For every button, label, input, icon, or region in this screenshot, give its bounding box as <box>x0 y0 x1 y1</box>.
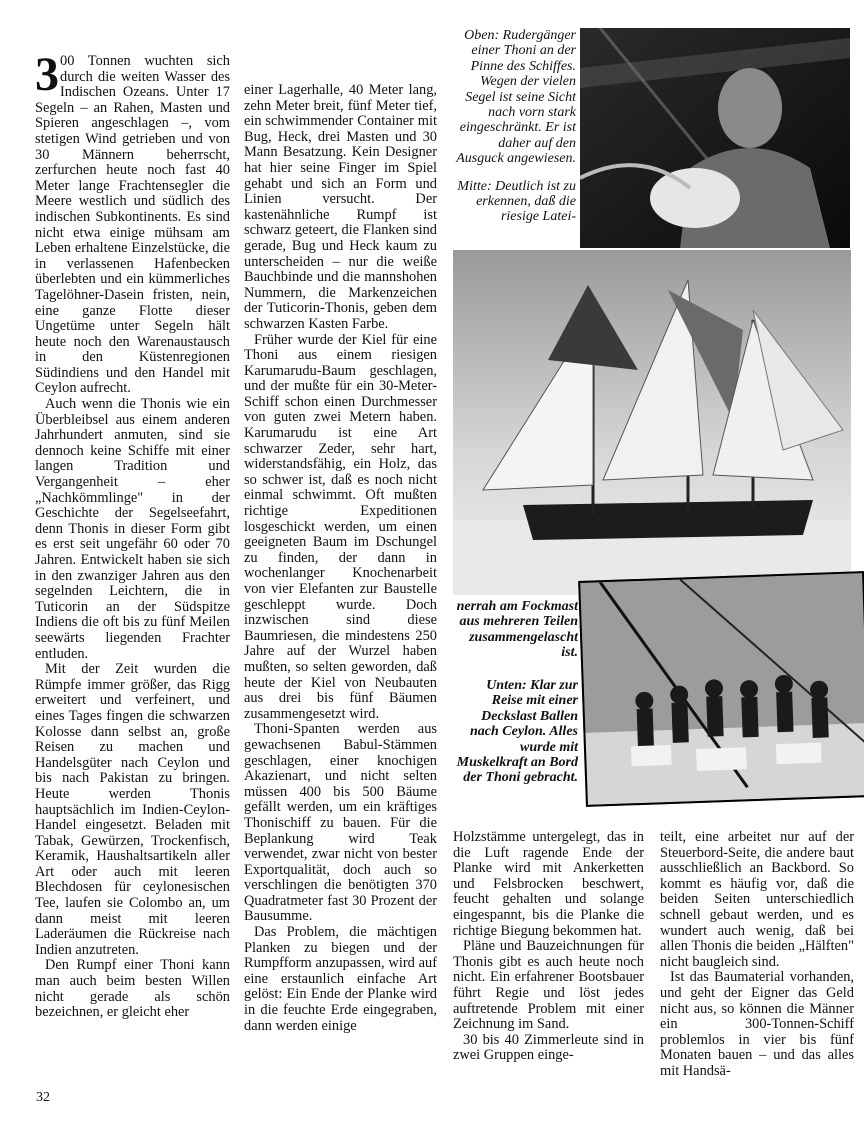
paragraph: Ist das Baumaterial vorhanden, und geht der Eigner das Geld nicht aus, so können die Männer ein 300-Tonnen-Schiff problemlos in vier bis fünf Monaten bauen – und das alles mit Handsä- <box>660 969 854 1079</box>
paragraph: Das Problem, die mächtigen Planken zu biegen und der Rumpfform anzupassen, wird auf eine erstaunlich einfache Art gelöst: Ein Ende der Planke wird in die feuchte Erde eingegraben, dann werden einige <box>244 924 437 1034</box>
photo-crew <box>578 571 864 807</box>
helmsman-image <box>580 28 850 248</box>
paragraph: Mit der Zeit wurden die Rümpfe immer größer, das Rigg erweitert und verfeinert, und eines Tages fingen die schwarzen Kolosse dann selbst an, große Reisen zu machen und Handelsgüter nach Ceylon und bis nach Pakistan zu bringen. Heute werden Thonis hauptsächlich im Indien-Ceylon-Handel eingesetzt. Beladen mit Tabak, Gewürzen, Trockenfisch, Keramik, Haushaltsartikeln aller Art oder auch mit leeren Blechdosen für ceylonesischen Tee, laufen sie Colombo an, um dann meist mit leeren Laderäumen die Rückreise nach Indien anzutreten. <box>35 661 230 958</box>
paragraph: Holzstämme untergelegt, das in die Luft ragende Ende der Planke wird mit Ankerketten und Felsbrocken beschwert, feucht gehalten und solange eingespannt, bis die Planke die richtige Biegung bekommen hat. <box>453 829 644 939</box>
photo-ship <box>453 250 851 595</box>
article-column-3 <box>453 830 644 1064</box>
paragraph: 30 bis 40 Zimmerleute sind in zwei Gruppen einge- <box>453 1031 644 1064</box>
paragraph: Früher wurde der Kiel für eine Thoni aus einem riesigen Karumarudu-Baum geschlagen, und der mußte für ein 30-Meter-Schiff schon einen Durchmesser von guten zwei Metern haben. Karumarudu ist eine Art schwarzer Zeder, sehr hart, widerstandsfähig, ein Holz, das so schwer ist, daß es noch nicht einmal schwimmt. Oft mußten richtige Expeditionen losgeschickt werden, um einen geeigneten Baum im Dschungel zu finden, der dann in wochenlanger Knochenarbeit von vier Elefanten zur Baustelle geschleppt wurde. Doch inzwischen sind diese Baumriesen, die mindestens 250 Jahre auf der Wurzel haben mußten, so selten geworden, daß heute der Kiel von Neubauten aus drei bis fünf Bäumen zusammengesetzt wird. <box>244 331 437 722</box>
page-number: 32 <box>36 1090 50 1105</box>
paragraph: Pläne und Bauzeichnungen für Thonis gibt es auch heute noch nicht. Ein erfahrener Bootsbauer führt Regie und löst jedes auftretende Problem mit einer Zeichnung im Sand. <box>453 938 644 1033</box>
paragraph: Thoni-Spanten werden aus gewachsenen Babul-Stämmen geschlagen, einer knochigen Akazienart, und nicht selten müssen 400 bis 500 Bäume gefällt werden, um ein kräftiges Thonischiff zu bauen. Für die Beplankung wird Teak verwendet, zwar nicht von bester Exportqualität, doch auch so verschlingen die benötigten 370 Quadratmeter fast 30 Prozent der Bausumme. <box>244 721 437 925</box>
caption-middle: Mitte: Deutlich ist zu erkennen, daß die riesige Latei- <box>457 178 576 225</box>
caption-top: Oben: Rudergänger einer Thoni an der Pinne des Schiffes. Wegen der vielen Segel ist seine Sicht nach vorn stark eingeschränkt. Er ist daher auf den Ausguck angewiesen. Mitte: Deutlich ist zu erkennen, daß die riesige Latei- <box>448 28 576 237</box>
paragraph: Den Rumpf einer Thoni kann man auch beim besten Willen nicht gerade als schön bezeichnen, er gleicht eher <box>35 957 230 1021</box>
caption-middle-continued: nerrah am Fockmast aus mehreren Teilen zusammengelascht ist. <box>456 599 578 661</box>
article-column-4 <box>660 830 854 1080</box>
paragraph: einer Lagerhalle, 40 Meter lang, zehn Meter breit, fünf Meter tief, ein schwimmender Container mit Bug, Heck, drei Masten und 30 Mann Besatzung. Kein Designer hat hier seine Finger im Spiel gehabt und sich an Form und Linien versucht. Der kastenähnliche Rumpf ist schwarz geteert, die Flanken sind gerade, Bug und Heck kaum zu unterscheiden – nur die weiße Bauchbinde und die mannshohen Nummern, die Markenzeichen der Tuticorin-Thonis, geben dem schwarzen Kasten Farbe. <box>244 82 437 332</box>
paragraph: teilt, eine arbeitet nur auf der Steuerbord-Seite, die andere baut ausschließlich an Backbord. So kommt es häufig vor, daß die beiden Seiten unterschiedlich schnell gebaut werden, und es wundert auch wenig, daß bei allen Thonis die beiden „Hälften" nicht baugleich sind. <box>660 829 854 970</box>
drop-cap: 3 <box>35 48 59 101</box>
article-column-1 <box>35 48 230 1021</box>
paragraph: 00 Tonnen wuchten sich durch die weiten Wasser des Indischen Ozeans. Unter 17 Segeln – an Rahen, Masten und Spieren angeschlagen –, vom stetigen Wind getrieben und von 30 Männern beherrscht, zerfurchen heute noch fast 40 Meter lange Frachtensegler die Meere westlich und südlich des indischen Subkontinents. Es sind nicht etwa einige mühsam am Leben erhaltene Einzelstücke, die in verlassenen Hafenbecken überlebten und ein kümmerliches Tagelöhner-Dasein fristen, nein, eine ganze Flotte dieser Ungetüme unter Segeln hält heute noch den Warenaustausch in den Küstenregionen Südindiens und den Handel mit Ceylon aufrecht. <box>35 53 230 397</box>
ship-image <box>453 250 851 595</box>
caption-bottom: Unten: Klar zur Reise mit einer Deckslast Ballen nach Ceylon. Alles wurde mit Muskelkraft an Bord der Thoni gebracht. <box>456 678 578 786</box>
paragraph: Auch wenn die Thonis wie ein Überbleibsel aus einem anderen Jahrhundert anmuten, sind sie dennoch keine Schiffe mit einer langen Tradition und Vergangenheit – eher „Nachkömmlinge" in der Geschichte der Segelseefahrt, denn Thonis in dieser Form gibt es erst seit ungefähr 60 oder 70 Jahren. Entwickelt haben sie sich in den zwanziger Jahren aus den segelnden Leichtern, die in Tuticorin an der Südspitze Indiens die oft bis zu fünf Meilen seewärts liegenden Frachter entluden. <box>35 396 230 662</box>
crew-image <box>580 573 864 805</box>
article-column-2 <box>244 83 437 1034</box>
photo-helmsman <box>580 28 850 248</box>
